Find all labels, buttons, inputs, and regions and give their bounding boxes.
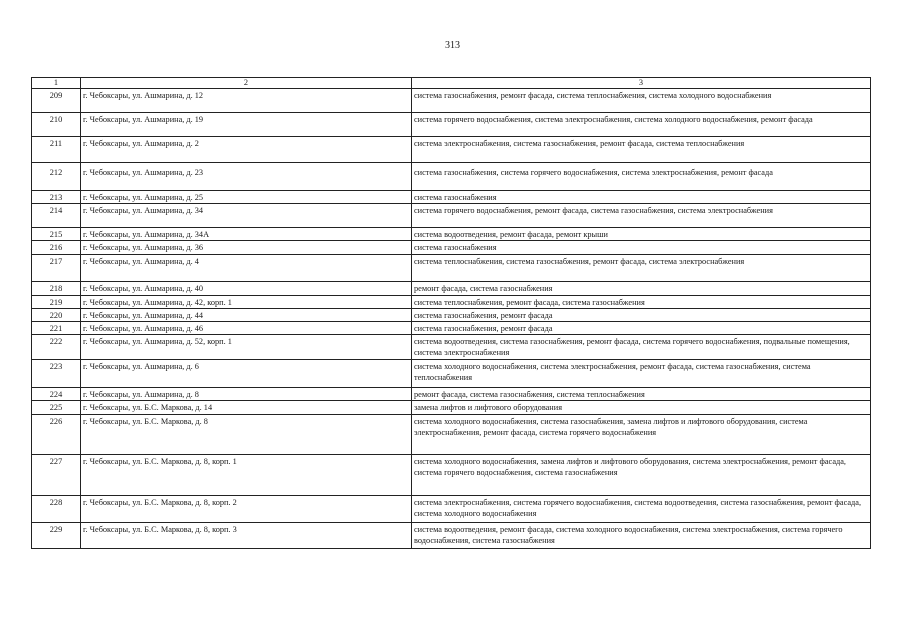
row-works: система холодного водоснабжения, система газоснабжения, замена лифтов и лифтового оборудования, система электроснабжения, ремонт фасада, система горячего водоснабжения (412, 414, 871, 454)
table-row (32, 163, 871, 191)
row-works: система электроснабжения, система горячего водоснабжения, система водоотведения, система газоснабжения, ремонт фасада, система холодного водоснабжения (412, 495, 871, 522)
row-address: г. Чебоксары, ул. Ашмарина, д. 36 (81, 241, 412, 254)
row-number: 223 (32, 360, 81, 388)
row-works: система горячего водоснабжения, система электроснабжения, система холодного водоснабжения, ремонт фасада (412, 113, 871, 137)
table-row (32, 113, 871, 137)
row-number: 224 (32, 388, 81, 401)
row-works: система газоснабжения, ремонт фасада, система теплоснабжения, система холодного водоснабжения (412, 89, 871, 113)
row-address: г. Чебоксары, ул. Ашмарина, д. 2 (81, 137, 412, 163)
row-number: 220 (32, 308, 81, 321)
row-address: г. Чебоксары, ул. Ашмарина, д. 12 (81, 89, 412, 113)
table-row (32, 281, 871, 295)
table-row (32, 254, 871, 281)
row-address: г. Чебоксары, ул. Ашмарина, д. 25 (81, 191, 412, 204)
table-row (32, 414, 871, 454)
table-row (32, 204, 871, 228)
row-number: 222 (32, 335, 81, 360)
column-header-number: 1 (32, 78, 81, 89)
page-number: 313 (445, 40, 460, 51)
column-header-address: 2 (81, 78, 412, 89)
row-number: 209 (32, 89, 81, 113)
row-address: г. Чебоксары, ул. Ашмарина, д. 34А (81, 228, 412, 241)
row-address: г. Чебоксары, ул. Ашмарина, д. 23 (81, 163, 412, 191)
table-row (32, 89, 871, 113)
row-number: 226 (32, 414, 81, 454)
row-works: система теплоснабжения, ремонт фасада, система газоснабжения (412, 295, 871, 308)
column-header-works: 3 (412, 78, 871, 89)
row-works: система водоотведения, ремонт фасада, система холодного водоснабжения, система электроснабжения, система горячего водоснабжения, система газоснабжения (412, 522, 871, 548)
row-address: г. Чебоксары, ул. Б.С. Маркова, д. 8, корп. 2 (81, 495, 412, 522)
row-number: 214 (32, 204, 81, 228)
row-number: 211 (32, 137, 81, 163)
row-number: 221 (32, 322, 81, 335)
table-row (32, 401, 871, 414)
row-number: 229 (32, 522, 81, 548)
table-row (32, 295, 871, 308)
table-row (32, 360, 871, 388)
row-works: система горячего водоснабжения, ремонт фасада, система газоснабжения, система электроснабжения (412, 204, 871, 228)
row-number: 228 (32, 495, 81, 522)
row-address: г. Чебоксары, ул. Б.С. Маркова, д. 8, корп. 3 (81, 522, 412, 548)
table-row (32, 322, 871, 335)
row-address: г. Чебоксары, ул. Ашмарина, д. 52, корп. 1 (81, 335, 412, 360)
row-works: замена лифтов и лифтового оборудования (412, 401, 871, 414)
table-row (32, 241, 871, 254)
table-row (32, 388, 871, 401)
row-number: 219 (32, 295, 81, 308)
row-address: г. Чебоксары, ул. Ашмарина, д. 6 (81, 360, 412, 388)
row-number: 218 (32, 281, 81, 295)
row-number: 213 (32, 191, 81, 204)
table-row (32, 137, 871, 163)
row-address: г. Чебоксары, ул. Б.С. Маркова, д. 8, корп. 1 (81, 454, 412, 495)
row-works: система холодного водоснабжения, система электроснабжения, ремонт фасада, система газоснабжения, система теплоснабжения (412, 360, 871, 388)
table-header-row (32, 78, 871, 89)
row-works: система газоснабжения, система горячего водоснабжения, система электроснабжения, ремонт фасада (412, 163, 871, 191)
row-number: 210 (32, 113, 81, 137)
row-address: г. Чебоксары, ул. Б.С. Маркова, д. 8 (81, 414, 412, 454)
address-works-table (31, 77, 871, 549)
row-number: 212 (32, 163, 81, 191)
row-works: ремонт фасада, система газоснабжения (412, 281, 871, 295)
row-address: г. Чебоксары, ул. Ашмарина, д. 44 (81, 308, 412, 321)
row-works: система газоснабжения, ремонт фасада (412, 322, 871, 335)
table-row (32, 308, 871, 321)
row-number: 215 (32, 228, 81, 241)
table-row (32, 495, 871, 522)
row-address: г. Чебоксары, ул. Ашмарина, д. 40 (81, 281, 412, 295)
row-works: система водоотведения, ремонт фасада, ремонт крыши (412, 228, 871, 241)
row-number: 227 (32, 454, 81, 495)
row-works: система водоотведения, система газоснабжения, ремонт фасада, система горячего водоснабжения, подвальные помещения, система электроснабжения (412, 335, 871, 360)
row-number: 216 (32, 241, 81, 254)
table-row (32, 228, 871, 241)
row-address: г. Чебоксары, ул. Ашмарина, д. 4 (81, 254, 412, 281)
table-row (32, 335, 871, 360)
table-row (32, 191, 871, 204)
row-address: г. Чебоксары, ул. Ашмарина, д. 34 (81, 204, 412, 228)
table-row (32, 522, 871, 548)
row-address: г. Чебоксары, ул. Ашмарина, д. 42, корп. 1 (81, 295, 412, 308)
row-works: система газоснабжения (412, 241, 871, 254)
row-works: система газоснабжения, ремонт фасада (412, 308, 871, 321)
row-works: система газоснабжения (412, 191, 871, 204)
row-works: ремонт фасада, система газоснабжения, система теплоснабжения (412, 388, 871, 401)
row-address: г. Чебоксары, ул. Ашмарина, д. 19 (81, 113, 412, 137)
row-number: 217 (32, 254, 81, 281)
row-works: система электроснабжения, система газоснабжения, ремонт фасада, система теплоснабжения (412, 137, 871, 163)
table-row (32, 454, 871, 495)
row-works: система теплоснабжения, система газоснабжения, ремонт фасада, система электроснабжения (412, 254, 871, 281)
row-address: г. Чебоксары, ул. Ашмарина, д. 8 (81, 388, 412, 401)
row-number: 225 (32, 401, 81, 414)
row-address: г. Чебоксары, ул. Ашмарина, д. 46 (81, 322, 412, 335)
row-works: система холодного водоснабжения, замена лифтов и лифтового оборудования, система электроснабжения, ремонт фасада, система горячего водоснабжения, система газоснабжения (412, 454, 871, 495)
row-address: г. Чебоксары, ул. Б.С. Маркова, д. 14 (81, 401, 412, 414)
